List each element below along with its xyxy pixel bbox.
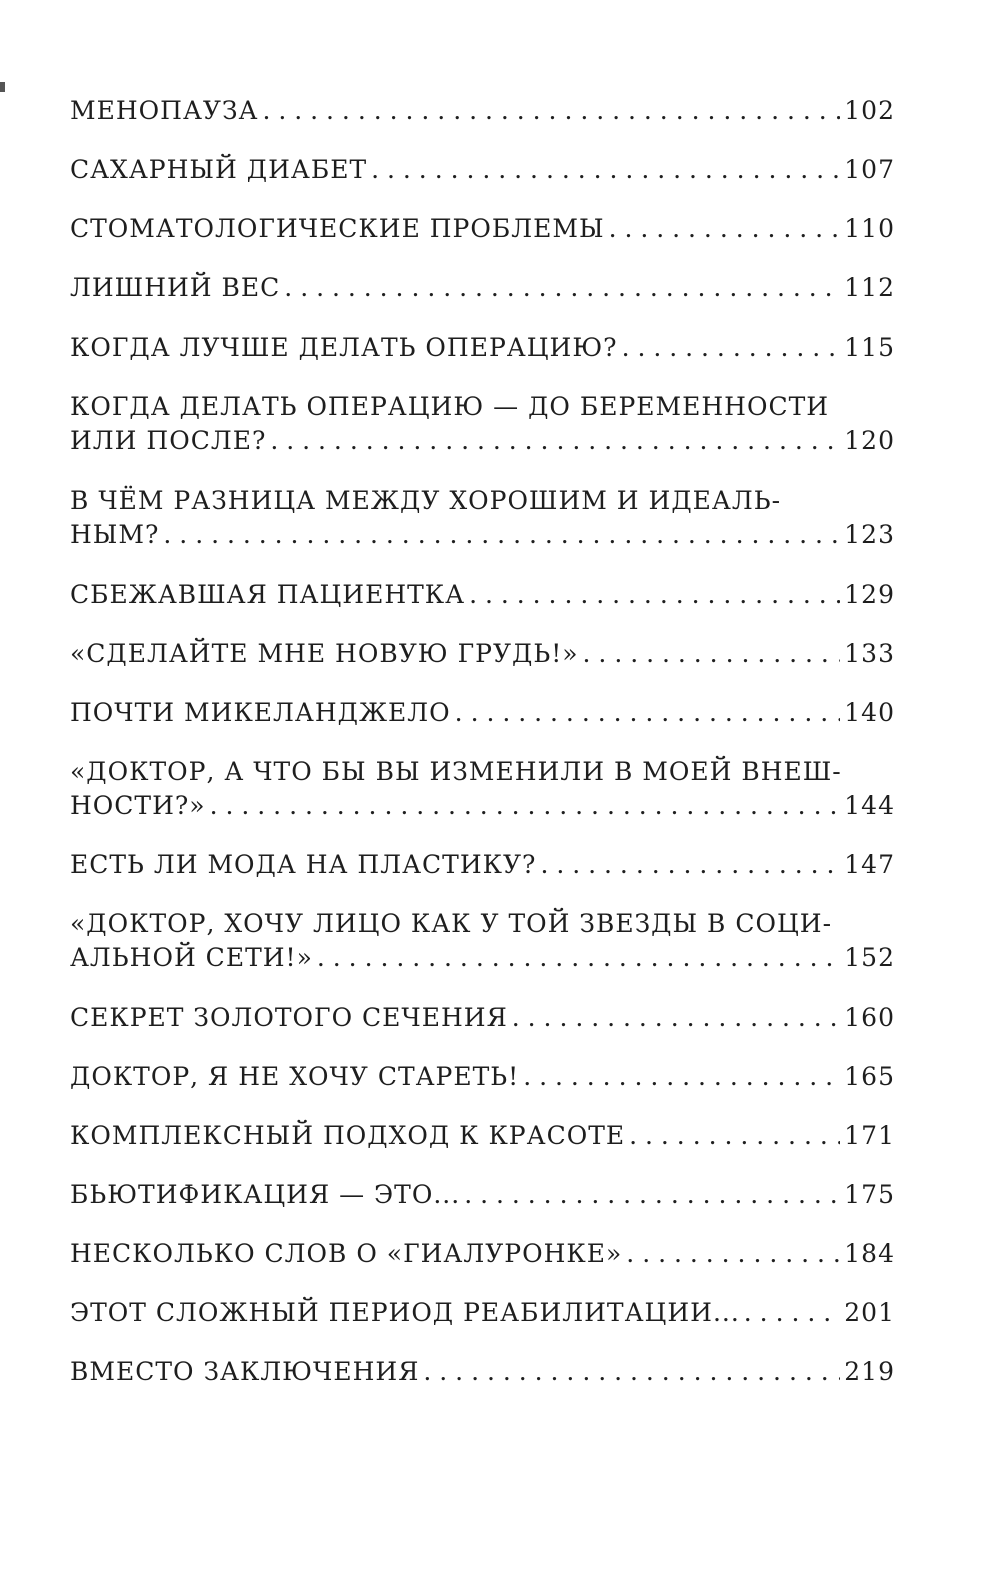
toc-entry-runaway-patient[interactable] bbox=[70, 578, 895, 612]
dot-leader bbox=[317, 941, 840, 975]
toc-title-line: В ЧЁМ РАЗНИЦА МЕЖДУ ХОРОШИМ И ИДЕАЛЬ- bbox=[70, 486, 782, 515]
toc-title: НОСТИ?» bbox=[70, 791, 206, 820]
toc-title: СТОМАТОЛОГИЧЕСКИЕ ПРОБЛЕМЫ bbox=[70, 214, 605, 243]
toc-page: 110 bbox=[844, 214, 895, 243]
toc-title: ЛИШНИЙ ВЕС bbox=[70, 273, 281, 302]
toc-page: 147 bbox=[844, 850, 895, 879]
toc-title: БЬЮТИФИКАЦИЯ — ЭТО... bbox=[70, 1180, 461, 1209]
dot-leader bbox=[371, 153, 840, 187]
toc-page: 160 bbox=[844, 1003, 895, 1032]
dot-leader bbox=[583, 637, 841, 671]
dot-leader bbox=[523, 1060, 840, 1094]
toc-entry-diabetes[interactable] bbox=[70, 153, 895, 187]
toc-entry-what-would-you-change[interactable] bbox=[70, 755, 895, 823]
dot-leader bbox=[163, 518, 840, 552]
toc-title: САХАРНЫЙ ДИАБЕТ bbox=[70, 155, 368, 184]
margin-mark bbox=[0, 82, 5, 92]
toc-title: АЛЬНОЙ СЕТИ!» bbox=[70, 943, 313, 972]
toc-entry-michelangelo[interactable] bbox=[70, 696, 895, 730]
dot-leader bbox=[626, 1237, 840, 1271]
toc-entry-overweight[interactable] bbox=[70, 271, 895, 305]
toc-page: 184 bbox=[844, 1239, 895, 1268]
dot-leader bbox=[512, 1001, 841, 1035]
dot-leader bbox=[262, 94, 840, 128]
toc-title: ЕСТЬ ЛИ МОДА НА ПЛАСТИКУ? bbox=[70, 850, 537, 879]
table-of-contents bbox=[70, 0, 950, 1582]
toc-entry-rehabilitation[interactable] bbox=[70, 1296, 895, 1330]
toc-page: 201 bbox=[844, 1298, 895, 1327]
toc-title-line: «ДОКТОР, ХОЧУ ЛИЦО КАК У ТОЙ ЗВЕЗДЫ В СОЦИ- bbox=[70, 909, 833, 938]
toc-page: 112 bbox=[844, 273, 895, 302]
toc-title: ИЛИ ПОСЛЕ? bbox=[70, 426, 267, 455]
toc-title: НЫМ? bbox=[70, 520, 160, 549]
toc-page: 115 bbox=[844, 333, 895, 362]
toc-title: СБЕЖАВШАЯ ПАЦИЕНТКА bbox=[70, 580, 466, 609]
toc-title: «СДЕЛАЙТЕ МНЕ НОВУЮ ГРУДЬ!» bbox=[70, 639, 579, 668]
dot-leader bbox=[284, 271, 840, 305]
toc-entry-dont-want-age[interactable] bbox=[70, 1060, 895, 1094]
toc-title: ЭТОТ СЛОЖНЫЙ ПЕРИОД РЕАБИЛИТАЦИИ... bbox=[70, 1298, 740, 1327]
toc-title: ПОЧТИ МИКЕЛАНДЖЕЛО bbox=[70, 698, 451, 727]
toc-page: 165 bbox=[844, 1062, 895, 1091]
dot-leader bbox=[270, 424, 840, 458]
toc-title: ДОКТОР, Я НЕ ХОЧУ СТАРЕТЬ! bbox=[70, 1062, 520, 1091]
toc-page: 175 bbox=[844, 1180, 895, 1209]
toc-entry-hyaluronic[interactable] bbox=[70, 1237, 895, 1271]
dot-leader bbox=[423, 1355, 840, 1389]
toc-page: 129 bbox=[844, 580, 895, 609]
toc-page: 152 bbox=[844, 943, 895, 972]
toc-page: 140 bbox=[844, 698, 895, 727]
toc-entry-when-surgery[interactable] bbox=[70, 331, 895, 365]
toc-entry-fashion-plastic[interactable] bbox=[70, 848, 895, 882]
toc-title: НЕСКОЛЬКО СЛОВ О «ГИАЛУРОНКЕ» bbox=[70, 1239, 623, 1268]
toc-title: КОМПЛЕКСНЫЙ ПОДХОД К КРАСОТЕ bbox=[70, 1121, 626, 1150]
toc-entry-golden-ratio[interactable] bbox=[70, 1001, 895, 1035]
toc-page: 144 bbox=[844, 791, 895, 820]
toc-title-line: «ДОКТОР, А ЧТО БЫ ВЫ ИЗМЕНИЛИ В МОЕЙ ВНЕШ- bbox=[70, 757, 842, 786]
toc-page: 171 bbox=[844, 1121, 895, 1150]
toc-page: 123 bbox=[844, 520, 895, 549]
toc-page: 107 bbox=[844, 155, 895, 184]
toc-title: МЕНОПАУЗА bbox=[70, 96, 259, 125]
toc-page: 219 bbox=[844, 1357, 895, 1386]
toc-title: КОГДА ЛУЧШЕ ДЕЛАТЬ ОПЕРАЦИЮ? bbox=[70, 333, 618, 362]
dot-leader bbox=[469, 578, 840, 612]
dot-leader bbox=[622, 331, 841, 365]
dot-leader bbox=[609, 212, 841, 246]
dot-leader bbox=[464, 1178, 840, 1212]
dot-leader bbox=[744, 1296, 841, 1330]
toc-entry-complex-approach[interactable] bbox=[70, 1119, 895, 1153]
toc-entry-star-face[interactable] bbox=[70, 907, 895, 975]
toc-entry-conclusion[interactable] bbox=[70, 1355, 895, 1389]
toc-page: 133 bbox=[844, 639, 895, 668]
toc-entry-dental[interactable] bbox=[70, 212, 895, 246]
toc-title: ВМЕСТО ЗАКЛЮЧЕНИЯ bbox=[70, 1357, 420, 1386]
toc-page: 102 bbox=[844, 96, 895, 125]
toc-entry-beautification[interactable] bbox=[70, 1178, 895, 1212]
toc-title: СЕКРЕТ ЗОЛОТОГО СЕЧЕНИЯ bbox=[70, 1003, 508, 1032]
toc-entry-menopause[interactable] bbox=[70, 94, 895, 128]
toc-title-line: КОГДА ДЕЛАТЬ ОПЕРАЦИЮ — ДО БЕРЕМЕННОСТИ bbox=[70, 392, 830, 421]
dot-leader bbox=[455, 696, 841, 730]
dot-leader bbox=[629, 1119, 840, 1153]
dot-leader bbox=[210, 789, 841, 823]
toc-page: 120 bbox=[844, 426, 895, 455]
toc-entry-good-vs-ideal[interactable] bbox=[70, 484, 895, 552]
dot-leader bbox=[540, 848, 840, 882]
toc-entry-new-breast[interactable] bbox=[70, 637, 895, 671]
toc-entry-surgery-pregnancy[interactable] bbox=[70, 390, 895, 458]
